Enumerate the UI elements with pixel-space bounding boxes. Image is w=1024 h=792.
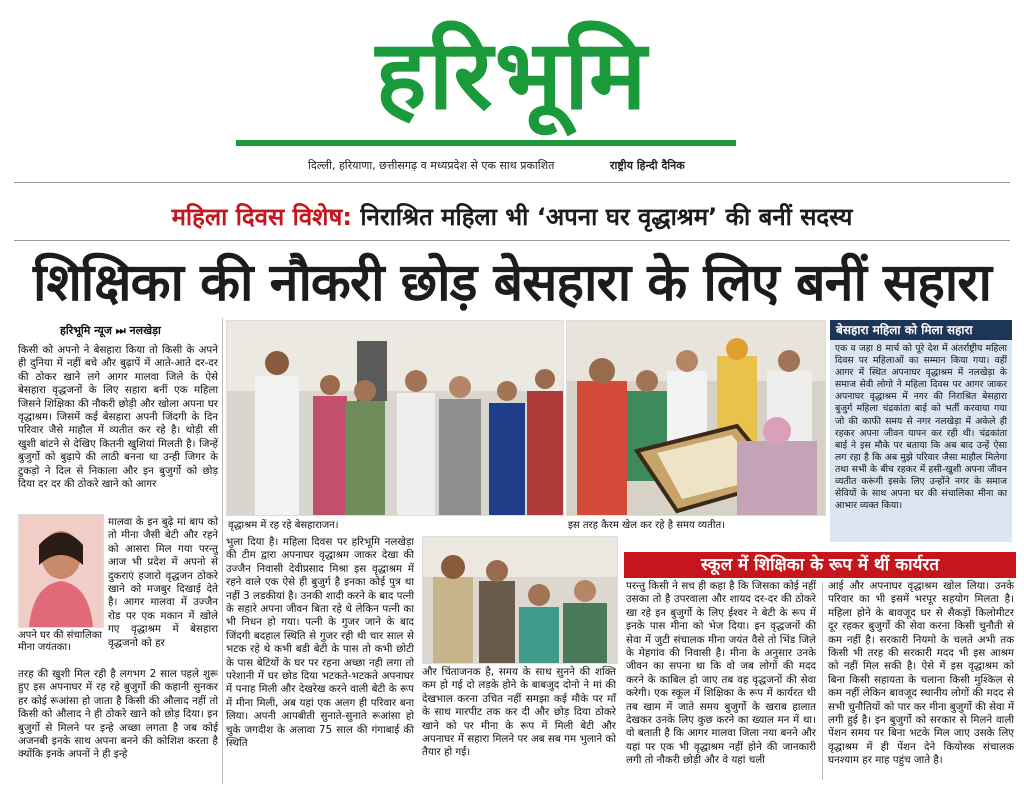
photo-residents-caption: वृद्धाश्रम में रह रहे बेसहाराजन। [228, 520, 339, 531]
masthead-title: हरिभूमि [375, 19, 649, 131]
section-2-column-a: परन्तु किसी ने सच ही कहा है कि जिसका कोई नहीं उसका तो है उपरवाला और शायद दर-दर की ठोकरे खा रहे इन बुजुर्गो के लिए ईश्वर ने बेटी के रूप में इनके पास मीना को भेज दिया। इन वृद्धजनों की सेवा में जुटी संचालक मीना जयंत वैसे तो भिंड जिले के मेहगांव की निवासी है। मीना के अनुसार उनके जीवन का सपना था कि वो जब लोगों की मदद करने के काबिल हो जाए तब वह वृद्धजनों की सेवा करेगी। एक स्कूल में शिक्षिका के रूप में कार्यरत थी तब खाम में जाते समय बुजुर्गो के खराब हालात देखकर उनके लिए कुछ करने का ख्याल मन में था। वो बताती है कि आगर मालवा जिला नया बनने और यहां पर एक भी वृद्धाश्रम नहीं होने की जानकारी लगी तो नौकरी छोड़ी और वे यहां चली [626, 580, 816, 767]
divider [14, 182, 1010, 183]
kicker-text: निराश्रित महिला भी ‘अपना घर वृद्धाश्रम’ की बनीं सदस्य [360, 203, 853, 231]
masthead-tagline: दिल्ली, हरियाणा, छत्तीसगढ़ व मध्यप्रदेश से एक साथ प्रकाशित [308, 159, 555, 172]
column-1-side: मालवा के इन बुढ़े मां बाप को तो मीना जैसी बेटी और रहने को आसरा मिल गया परन्तु आज भी प्रदेश में अपनो से दुकराएं हजारो वृद्धजन ठोकरे खाने को मजबुर दिखाई देते है। आगर मालवा में उज्जैन रोड पर एक मकान में खोले गए वृद्धाश्रम में बेसहारा वृद्धजनो को हर [108, 516, 218, 649]
photo-residents-image [227, 321, 563, 515]
photo-carrom-caption: इस तरह कैरम खेल कर रहे है समय व्यतीत। [568, 520, 725, 531]
byline: हरिभूमि न्यूज ⏭ नलखेड़ा [60, 324, 161, 337]
portrait-figure [19, 515, 103, 627]
photo-visitors [422, 536, 618, 664]
portrait-photo [18, 514, 104, 628]
section-2-column-b: आई और अपनाघर वृद्धाश्रम खोल लिया। उनके परिवार का भी इसमें भरपूर सहयोग मिलता है। महिला होने के बावजूद घर से सैकड़ों किलोमीटर दूर रहकर बुजुर्गो की सेवा करना किसी चुनौती से कम नहीं है। सरकारी नियमो के चलते अभी तक किसी भी तरह की सरकारी मदद भी इस आश्रम को नहीं मिल सकी है। ऐसे में इस वृद्धाश्रम को बिना किसी सहायता के चलाना किसी मुश्किल से कम नहीं लेकिन बावजूद स्थानीय लोगों की मदद से सभी चुनौतियों को पार कर मीना बुजुर्गो की सेवा में लगी हुई है। इन बुजुर्गो को सरकार से मिलने वाली पेंशन समय पर बिना भटके मिल जाए उसके लिए वृद्धाश्रम में ही पेंशन देने कियोस्क संचालक घनश्याम हर माह पहुंच जाते है। [828, 580, 1014, 767]
sidebar-box-text: एक व जहा 8 मार्च को पूरे देश में अंतर्राष्ट्रीय महिला दिवस पर महिलाओं का सम्मान किया गया। वहीं आगर में स्थित अपनाघर वृद्धाश्रम में नलखेड़ा के समाज सेवी लोगो ने महिला दिवस पर आगर जाकर अपनाघर वृद्धाश्रम में नगर की निराश्रित बेसहारा बुजुर्ग महिला चंद्रकांता बाई को भर्ती करवाया गया जो की काफी समय से नगर नलखेड़ा में अकेले ही रहकर अपना जीवन यापन कर रही थी। चंद्रकांता बाई ने इस मौके पर बताया कि अब बाद उन्हें ऐसा लग रहा है कि अब मुझे परिवार जैसा माहौल मिलेगा तथा सभी के बीच रहकर में हसी-खुशी अपना जीवन व्यतीत करूंगी इसके लिए उन्होंने नगर के समाज सेवियों के साथ अपना घर की संचालिका मीना का आभार व्यक्त किया। [835, 343, 1007, 512]
kicker-label: महिला दिवस विशेष: [171, 203, 352, 231]
column-1-top: किसी को अपनो ने बेसहारा किया तो किसी के अपने ही दुनिया में नहीं बचे और बुढ़ापें में आते-आते दर-दर की ठोकर खाने लगे आगर मालवा जिले के ऐसे बेसहारा वृद्धजनों के लिए सहारा बनीं एक महिला जिसने शिक्षिका की नौकरी छोड़ी और खोला अपना घर वृद्धाश्रम। जिसमें कई बेसहारा अपनी जिंदगी के दिन परिवार जैसे माहौल में व्यतीत कर रहे है। थोड़ी सी खुशी बांटने से देखिए कितनी खुशियां मिलती है। जिन्हें बुजुर्गो को बुढ़ापे की लाठी बनना था उन्ही जिगर के टुकड़ो ने दिल से निकाला और इन बुजुर्गो को छोड़ दिया दर दर की ठोकरे खाने को आगर [18, 344, 218, 491]
photo-carrom-image [567, 321, 825, 515]
sidebar-box [830, 320, 1012, 542]
photo-visitors-image [423, 537, 617, 663]
masthead-tagline-right: राष्ट्रीय हिन्दी दैनिक [610, 159, 685, 172]
section-2-heading: स्कूल में शिक्षिका के रूप में थीं कार्यरत [624, 552, 1016, 578]
column-divider [222, 318, 223, 784]
photo-carrom [566, 320, 826, 516]
column-divider [822, 582, 823, 780]
photo-residents [226, 320, 564, 516]
kicker [0, 200, 1024, 234]
column-1-bottom: तरह की खुशी मिल रही है लगभग 2 साल पहले शुरू हुए इस अपनाघर में रह रहे बुजुर्गो की कहानी सुनकर हर कोई रूआंसा हो जाता है किसी की औलाद नहीं तो किसी को औलाद ने ही ठोकरे खाने को छोड़ दिया। इन बुजुर्गो से मिलने पर इन्हे अच्छा लगता है जब कोई अजनबी इनके साथ अपना बनने की कोशिश करता है क्योंकि इनके अपनों ने ही इन्हे [18, 668, 218, 761]
column-3: और चिंताजनक है, समय के साथ सुनने की शक्ति कम हो गई दो लड़के होने के बाबजुद दोनो ने मां की देखभाल करना उचित नहीं समझा कई मौके पर माँ के साथ मारपीट तक कर दी और छोड़ दिया ठोकरे खाने को पर मीना के रूप में मिली बेटी और अपनाघर में सहारा मिलने पर अब सब गम भुलाने को तैयार हो गई। [422, 666, 616, 759]
sidebar-box-heading: बेसहारा महिला को मिला सहारा [830, 320, 1012, 340]
divider [14, 240, 1010, 241]
headline: शिक्षिका की नौकरी छोड़ बेसहारा के लिए बनीं सहारा [32, 253, 992, 313]
column-2: भुला दिया है। महिला दिवस पर हरिभूमि नलखेड़ा की टीम द्वारा अपनाघर वृद्धाश्रम जाकर देखा की उज्जैन निवासी देवीप्रसाद मिश्रा इस वृद्धाश्रम में रहने वाले एक ऐसे ही बुजुर्ग है इनका कोई पुत्र था नहीं 3 लडकीयां है। उनकी शादी करने के बाद पत्नी के सहारे अपना जीवन बिता रहे थे लेकिन पत्नी का भी निधन हो गया। पत्नी के गुजर जाने के बाद जिंदगी बदहाल स्थिति से गुजर रही थी चार साल से भटक रहे थे कभी बडी बेटी के पास तो कभी छोटी के पास बेटियों के घर पर रहना अच्छा नही लगा तो परेशानी में घर छोड दिया भटकते-भटकते अपनाघर में पनाह मिली और देखरेख करने वाली बेटी के रूप में मीना मिली, अब यहां एक अलग ही परिवार बना लिया। अपनी आपबीती सुनाते-सुनाते रूआंसा हो चुके जगदीश के अलावा 75 साल की गंगाबाई की स्थिति [226, 536, 414, 750]
masthead-rule [236, 140, 736, 146]
portrait-caption: अपने घर की संचालिका मीना जयंतका। [18, 630, 103, 653]
